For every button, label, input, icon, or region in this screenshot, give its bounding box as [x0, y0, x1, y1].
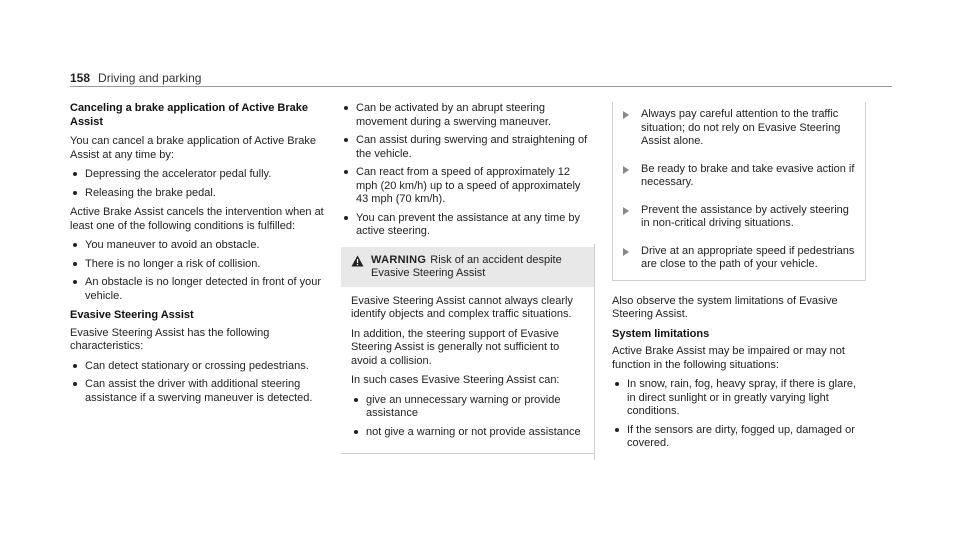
limitations-intro: Active Brake Assist may be impaired or may not function in the following situations: — [612, 345, 845, 371]
arrow-right-icon — [623, 248, 631, 256]
column-1 — [70, 102, 324, 411]
section-title: Driving and parking — [98, 71, 202, 85]
warning-box-right-border — [594, 244, 595, 460]
warning-body — [341, 287, 594, 454]
warning-paragraph: Evasive Steering Assist cannot always clearly identify objects and complex traffic situations. — [351, 294, 573, 320]
warning-title: Risk of an accident despite Evasive Steering Assist — [371, 253, 562, 279]
intervention-text: Active Brake Assist cancels the intervention when at least one of the following conditions is fulfilled: — [70, 206, 324, 232]
list-item: Can assist the driver with additional steering assistance if a swerving maneuver is detected. — [70, 378, 324, 405]
list-item: If the sensors are dirty, fogged up, damaged or covered. — [612, 424, 866, 451]
list-item: Releasing the brake pedal. — [70, 187, 324, 201]
warning-actions — [612, 102, 866, 281]
warning-list — [351, 394, 584, 440]
list-item: Can be activated by an abrupt steering movement during a swerving maneuver. — [341, 102, 594, 129]
column-2 — [341, 102, 594, 454]
list-item: give an unnecessary warning or provide assistance — [351, 394, 584, 421]
cancel-heading: Canceling a brake application of Active Brake Assist — [70, 102, 309, 128]
conditions-list — [70, 239, 324, 303]
warning-heading — [371, 254, 584, 281]
warning-box — [341, 247, 594, 455]
action-text: Drive at an appropriate speed if pedestrians are close to the path of your vehicle. — [641, 244, 855, 270]
ess-heading: Evasive Steering Assist — [70, 309, 194, 321]
warning-paragraph: In addition, the steering support of Evasive Steering Assist is generally not sufficient to avoid a collision. — [351, 327, 560, 367]
action-text: Prevent the assistance by actively steering in non-critical driving situations. — [641, 203, 849, 229]
list-item: There is no longer a risk of collision. — [70, 258, 324, 272]
page-header — [70, 71, 201, 85]
list-item: Can assist during swerving and straightening of the vehicle. — [341, 134, 594, 161]
column-3 — [612, 102, 866, 457]
list-item: Can detect stationary or crossing pedestrians. — [70, 360, 324, 374]
action-text: Always pay careful attention to the traffic situation; do not rely on Evasive Steering Assist alone. — [641, 108, 841, 147]
list-item: In snow, rain, fog, heavy spray, if there is glare, in direct sunlight or in greatly varying light conditions. — [612, 378, 866, 419]
arrow-right-icon — [623, 166, 631, 174]
ess-intro: Evasive Steering Assist has the following characteristics: — [70, 326, 270, 352]
list-item: Can react from a speed of approximately 12 mph (20 km/h) up to a speed of approximately 43 mph (70 km/h). — [341, 166, 594, 207]
list-item: You can prevent the assistance at any time by active steering. — [341, 212, 594, 239]
header-divider — [70, 86, 892, 87]
limitations-heading: System limitations — [612, 327, 710, 340]
action-item — [623, 245, 855, 272]
action-item — [623, 204, 855, 231]
ess-features-list — [341, 102, 594, 239]
list-item: You maneuver to avoid an obstacle. — [70, 239, 324, 253]
warning-label: WARNING — [371, 253, 427, 266]
cancel-list — [70, 168, 324, 200]
warning-paragraph: In such cases Evasive Steering Assist can: — [351, 374, 560, 386]
limitations-list — [612, 378, 866, 451]
ess-list — [70, 360, 324, 406]
arrow-right-icon — [623, 207, 631, 215]
list-item: An obstacle is no longer detected in front of your vehicle. — [70, 276, 324, 303]
action-item — [623, 108, 855, 149]
warning-icon — [351, 255, 364, 267]
cancel-intro: You can cancel a brake application of Active Brake Assist at any time by: — [70, 135, 317, 161]
observe-text: Also observe the system limitations of Evasive Steering Assist. — [612, 294, 838, 320]
arrow-right-icon — [623, 111, 631, 119]
action-text: Be ready to brake and take evasive action if necessary. — [641, 162, 855, 188]
warning-header — [341, 247, 594, 287]
page-number: 158 — [70, 71, 91, 85]
list-item: Depressing the accelerator pedal fully. — [70, 168, 324, 182]
list-item: not give a warning or not provide assistance — [351, 426, 584, 440]
action-item — [623, 163, 855, 190]
